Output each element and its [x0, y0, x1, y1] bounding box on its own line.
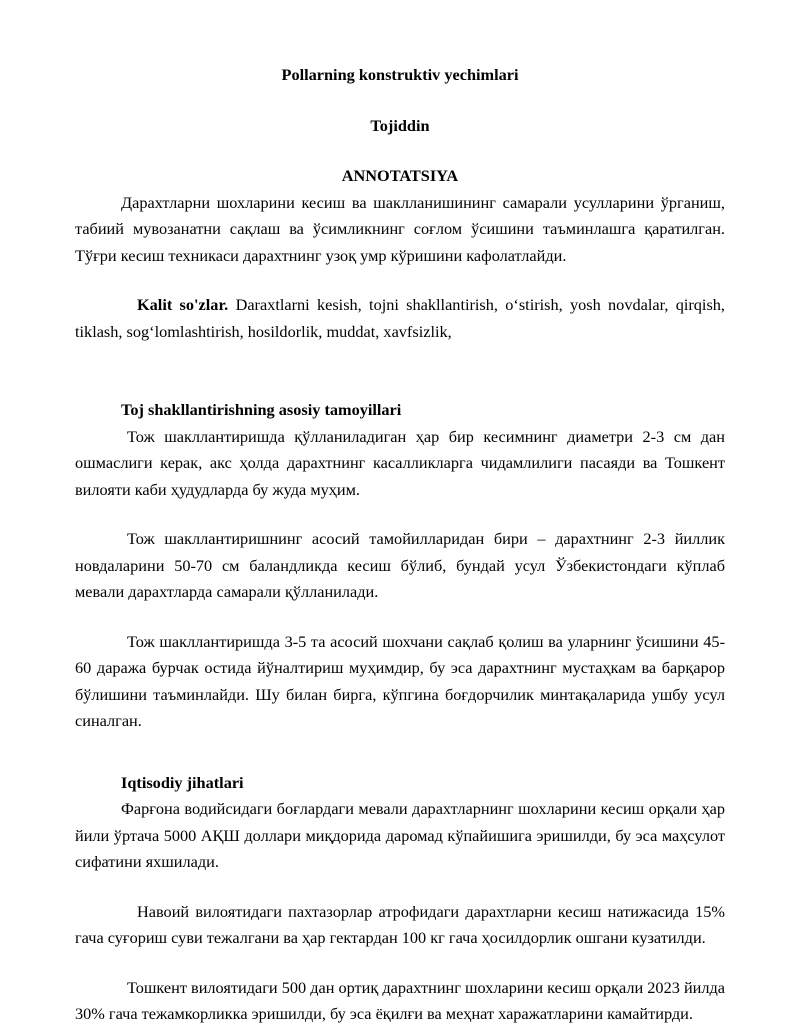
abstract-heading: ANNOTATSIYA — [341, 166, 459, 185]
section-paragraph: Навоий вилоятидаги пахтазорлар атрофидаги дарахтларни кесиш натижасида 15% гача суғориш суви тежалгани ва ҳар гектардан 100 кг гача ҳосилдорлик ошгани кузатилди. — [75, 901, 725, 947]
keywords-text: Daraxtlarni kesish, tojni shakllantirish, oʻstirish, yosh novdalar, qirqish, tiklash, sogʻlomlashtirish, hosildorlik, muddat, xavfsizlik, — [75, 295, 725, 341]
section-heading-principles: Toj shakllantirishning asosiy tamoyillari — [121, 400, 402, 419]
section-heading-economics: Iqtisodiy jihatlari — [121, 772, 244, 792]
abstract-text: Дарахтларни шохларини кесиш ва шаклланишининг самарали усулларини ўрганиш, табиий мувозанатни сақлаш ва ўсимликнинг соғлом ўсишини таъминлашга қаратилган. Тўғри кесиш техникаси дарахтнинг узоқ умр кўришини кафолатлайди. — [75, 192, 725, 265]
section-paragraph: Фарғона водийсидаги боғлардаги мевали дарахтларнинг шохларини кесиш орқали ҳар йили ўртача 5000 АҚШ доллари миқдорида даромад кўпайишига эришилди, бу эса маҳсулот сифатини яхшилади. — [75, 799, 725, 871]
keywords-paragraph — [75, 292, 725, 345]
document-page — [75, 62, 725, 1028]
section-paragraph: Тож шакллантиришда 3-5 та асосий шохчани сақлаб қолиш ва уларнинг ўсишини 45-60 даража бурчак остида йўналтириш муҳимдир, бу эса дарахтнинг мустаҳкам ва барқарор бўлишини таъминлайди. Шу билан бирга, кўпгина боғдорчилик минтақаларида ушбу усул синалган. — [75, 631, 725, 730]
section-paragraph: Тож шакллантиришда қўлланиладиган ҳар бир кесимнинг диаметри 2-3 см дан ошмаслиги керак, акс ҳолда дарахтнинг касалликларга чидамлилиги пасаяди ва Тошкент вилояти каби ҳудудларда бу жуда муҳим. — [75, 426, 725, 499]
keywords-label: Kalit so'zlar. — [137, 295, 229, 314]
author-name: Tojiddin — [370, 115, 430, 135]
section-paragraph: Тошкент вилоятидаги 500 дан ортиқ дарахтнинг шохларини кесиш орқали 2023 йилда 30% гача тежамкорликка эришилди, бу эса ёқилғи ва меҳнат харажатларини камайтирди. — [75, 977, 725, 1023]
paper-title: Pollarning konstruktiv yechimlari — [281, 65, 519, 84]
section-paragraph: Тож шакллантиришнинг асосий тамойилларидан бири – дарахтнинг 2-3 йиллик новдаларини 50-70 см баландликда кесиш бўлиб, бундай усул Ўзбекистондаги кўплаб мевали дарахтларда самарали қўлланилади. — [75, 529, 725, 601]
